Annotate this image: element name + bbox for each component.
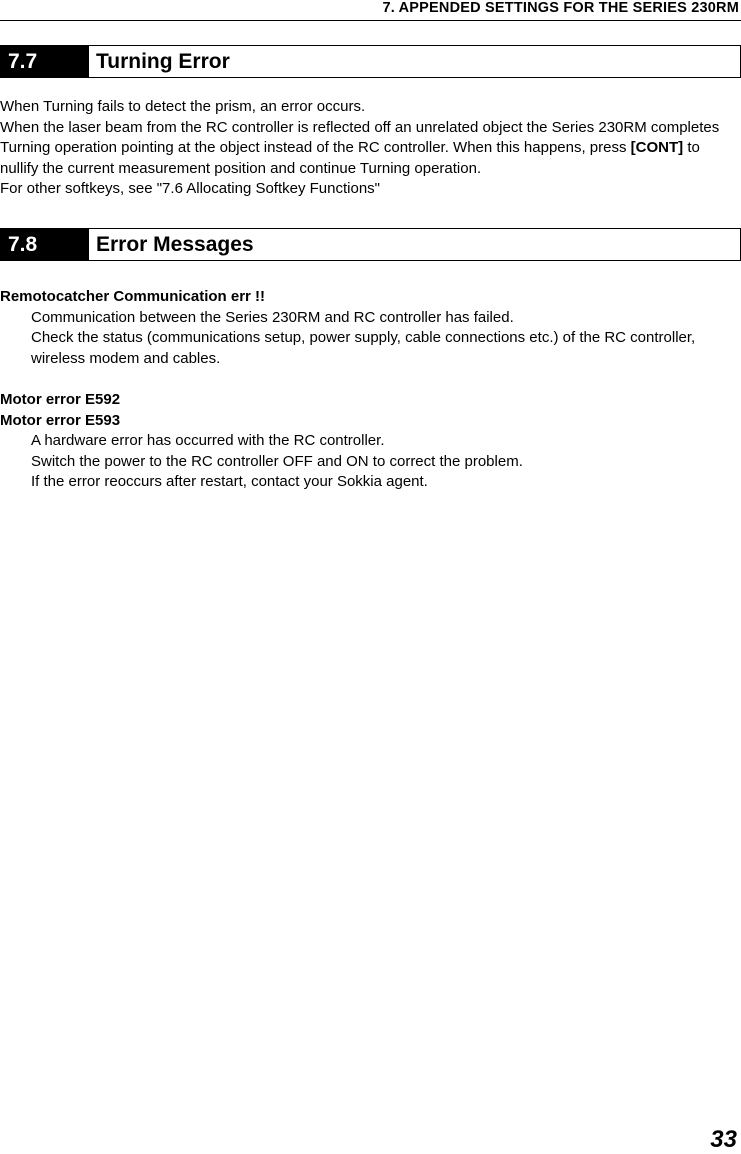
error-description: A hardware error has occurred with the RC controller.	[31, 432, 385, 449]
section-title: Error Messages	[96, 232, 254, 256]
error-description: Check the status (communications setup, power supply, cable connections etc.) of the RC controller, wireless modem and cables.	[31, 329, 696, 367]
section-heading-7-8	[0, 228, 741, 261]
error-name: Motor error E592	[0, 391, 121, 408]
error-name: Motor error E593	[0, 411, 121, 429]
paragraph: When Turning fails to detect the prism, an error occurs.	[0, 98, 366, 115]
error-description: Communication between the Series 230RM and RC controller has failed.	[31, 308, 514, 326]
error-entry	[0, 287, 741, 369]
spacer	[0, 369, 741, 390]
error-description: Switch the power to the RC controller OFF and ON to correct the problem.	[31, 452, 523, 470]
error-messages-body	[0, 287, 741, 493]
error-entry	[0, 390, 741, 493]
cont-key-label: [CONT]	[630, 139, 684, 156]
section-heading-7-7	[0, 45, 741, 78]
paragraph-text: When the laser beam from the RC controller is reflected off an unrelated object the Series 230RM completes Turning operation pointing at the object instead of the RC controller. When this happens, press	[0, 118, 720, 156]
page-number: 33	[710, 1126, 737, 1153]
paragraph: For other softkeys, see "7.6 Allocating Softkey Functions"	[0, 180, 381, 197]
section-number: 7.7	[1, 46, 89, 77]
section-number: 7.8	[1, 229, 89, 260]
section-title: Turning Error	[96, 49, 230, 73]
turning-error-body	[0, 97, 741, 200]
paragraph-text: to nullify the current measurement position and continue Turning operation.	[0, 139, 700, 177]
error-description: If the error reoccurs after restart, contact your Sokkia agent.	[31, 473, 428, 490]
header-rule	[0, 20, 741, 21]
error-name: Remotocatcher Communication err !!	[0, 288, 266, 305]
paragraph	[0, 118, 741, 180]
running-header: 7. APPENDED SETTINGS FOR THE SERIES 230RM	[382, 0, 739, 16]
